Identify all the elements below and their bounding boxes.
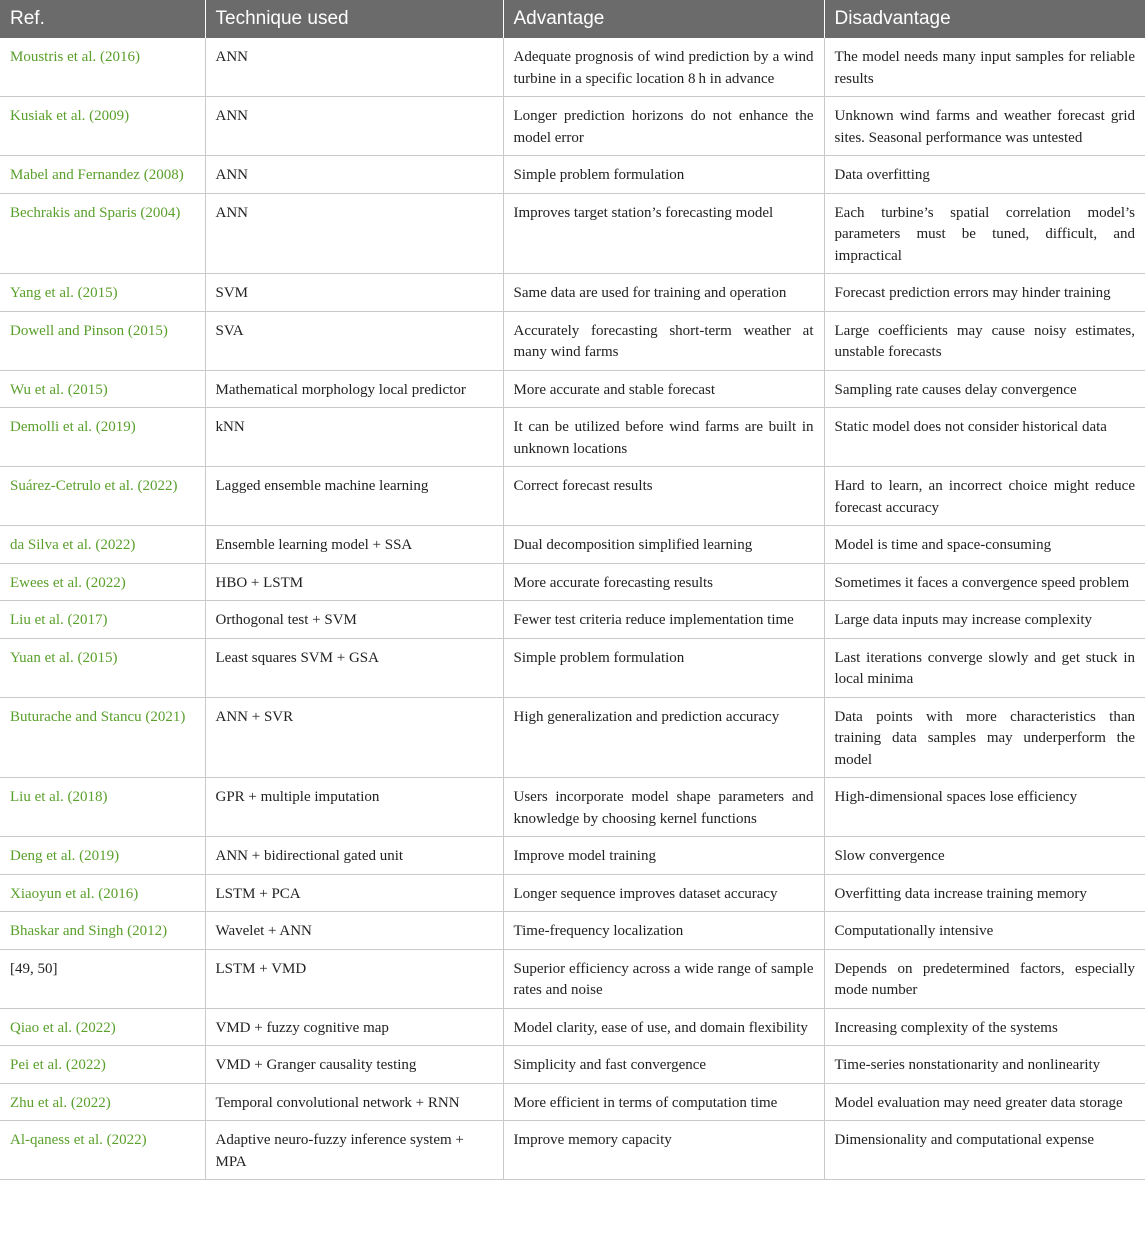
advantage-cell: Simple problem formulation xyxy=(503,638,824,697)
advantage-cell: Fewer test criteria reduce implementation time xyxy=(503,601,824,639)
technique-cell: SVA xyxy=(205,311,503,370)
table-row xyxy=(0,874,1145,912)
technique-cell: HBO + LSTM xyxy=(205,563,503,601)
disadvantage-cell: Each turbine’s spatial correlation model’s parameters must be tuned, difficult, and impractical xyxy=(824,193,1145,274)
table-row xyxy=(0,274,1145,312)
table-body xyxy=(0,38,1145,1180)
ref-cell[interactable]: Al-qaness et al. (2022) xyxy=(0,1121,205,1180)
technique-cell: ANN xyxy=(205,97,503,156)
disadvantage-cell: Depends on predetermined factors, especially mode number xyxy=(824,949,1145,1008)
technique-cell: kNN xyxy=(205,408,503,467)
header-row xyxy=(0,0,1145,38)
table-row xyxy=(0,193,1145,274)
ref-cell[interactable]: Yuan et al. (2015) xyxy=(0,638,205,697)
technique-cell: Mathematical morphology local predictor xyxy=(205,370,503,408)
advantage-cell: Longer sequence improves dataset accuracy xyxy=(503,874,824,912)
header-advantage: Advantage xyxy=(503,0,824,38)
advantage-cell: Dual decomposition simplified learning xyxy=(503,526,824,564)
ref-cell[interactable]: Ewees et al. (2022) xyxy=(0,563,205,601)
technique-cell: LSTM + PCA xyxy=(205,874,503,912)
ref-cell[interactable]: Pei et al. (2022) xyxy=(0,1046,205,1084)
technique-cell: Least squares SVM + GSA xyxy=(205,638,503,697)
table-row xyxy=(0,1008,1145,1046)
advantage-cell: More accurate and stable forecast xyxy=(503,370,824,408)
ref-cell[interactable]: Liu et al. (2017) xyxy=(0,601,205,639)
ref-cell[interactable]: Suárez-Cetrulo et al. (2022) xyxy=(0,467,205,526)
table-row xyxy=(0,526,1145,564)
advantage-cell: Correct forecast results xyxy=(503,467,824,526)
table-row xyxy=(0,1046,1145,1084)
disadvantage-cell: Model is time and space-consuming xyxy=(824,526,1145,564)
ref-cell[interactable]: Kusiak et al. (2009) xyxy=(0,97,205,156)
ref-cell[interactable]: Wu et al. (2015) xyxy=(0,370,205,408)
advantage-cell: Longer prediction horizons do not enhance the model error xyxy=(503,97,824,156)
advantage-cell: Users incorporate model shape parameters and knowledge by choosing kernel functions xyxy=(503,778,824,837)
disadvantage-cell: Model evaluation may need greater data storage xyxy=(824,1083,1145,1121)
advantage-cell: Model clarity, ease of use, and domain flexibility xyxy=(503,1008,824,1046)
technique-cell: VMD + fuzzy cognitive map xyxy=(205,1008,503,1046)
ref-cell[interactable]: Demolli et al. (2019) xyxy=(0,408,205,467)
technique-cell: Ensemble learning model + SSA xyxy=(205,526,503,564)
technique-cell: Adaptive neuro-fuzzy inference system + MPA xyxy=(205,1121,503,1180)
disadvantage-cell: High-dimensional spaces lose efficiency xyxy=(824,778,1145,837)
advantage-cell: Adequate prognosis of wind prediction by a wind turbine in a specific location 8 h in advance xyxy=(503,38,824,97)
table-row xyxy=(0,778,1145,837)
ref-cell[interactable]: Mabel and Fernandez (2008) xyxy=(0,156,205,194)
disadvantage-cell: Data overfitting xyxy=(824,156,1145,194)
advantage-cell: Superior efficiency across a wide range of sample rates and noise xyxy=(503,949,824,1008)
table-row xyxy=(0,563,1145,601)
table-row xyxy=(0,1121,1145,1180)
disadvantage-cell: Overfitting data increase training memory xyxy=(824,874,1145,912)
ref-cell[interactable]: Bechrakis and Sparis (2004) xyxy=(0,193,205,274)
disadvantage-cell: Dimensionality and computational expense xyxy=(824,1121,1145,1180)
technique-cell: GPR + multiple imputation xyxy=(205,778,503,837)
table-row xyxy=(0,601,1145,639)
table-row xyxy=(0,467,1145,526)
advantage-cell: Improve model training xyxy=(503,837,824,875)
table-header xyxy=(0,0,1145,38)
table-row xyxy=(0,949,1145,1008)
technique-cell: Lagged ensemble machine learning xyxy=(205,467,503,526)
table-row xyxy=(0,1083,1145,1121)
technique-cell: VMD + Granger causality testing xyxy=(205,1046,503,1084)
technique-cell: ANN xyxy=(205,38,503,97)
advantage-cell: Simple problem formulation xyxy=(503,156,824,194)
disadvantage-cell: Sampling rate causes delay convergence xyxy=(824,370,1145,408)
table-row xyxy=(0,408,1145,467)
header-technique: Technique used xyxy=(205,0,503,38)
ref-cell[interactable]: Dowell and Pinson (2015) xyxy=(0,311,205,370)
disadvantage-cell: Computationally intensive xyxy=(824,912,1145,950)
technique-cell: ANN xyxy=(205,156,503,194)
disadvantage-cell: Forecast prediction errors may hinder training xyxy=(824,274,1145,312)
ref-cell[interactable]: da Silva et al. (2022) xyxy=(0,526,205,564)
ref-cell: [49, 50] xyxy=(0,949,205,1008)
advantage-cell: High generalization and prediction accuracy xyxy=(503,697,824,778)
ref-cell[interactable]: Deng et al. (2019) xyxy=(0,837,205,875)
table-row xyxy=(0,38,1145,97)
disadvantage-cell: Large coefficients may cause noisy estimates, unstable forecasts xyxy=(824,311,1145,370)
table-row xyxy=(0,156,1145,194)
ref-cell[interactable]: Xiaoyun et al. (2016) xyxy=(0,874,205,912)
technique-cell: Wavelet + ANN xyxy=(205,912,503,950)
advantage-cell: More efficient in terms of computation time xyxy=(503,1083,824,1121)
disadvantage-cell: Sometimes it faces a convergence speed problem xyxy=(824,563,1145,601)
table-row xyxy=(0,311,1145,370)
technique-cell: LSTM + VMD xyxy=(205,949,503,1008)
ref-cell[interactable]: Liu et al. (2018) xyxy=(0,778,205,837)
ref-cell[interactable]: Yang et al. (2015) xyxy=(0,274,205,312)
disadvantage-cell: Unknown wind farms and weather forecast grid sites. Seasonal performance was untested xyxy=(824,97,1145,156)
table-row xyxy=(0,912,1145,950)
table-row xyxy=(0,370,1145,408)
advantage-cell: Improve memory capacity xyxy=(503,1121,824,1180)
technique-cell: ANN + bidirectional gated unit xyxy=(205,837,503,875)
header-ref: Ref. xyxy=(0,0,205,38)
technique-cell: ANN + SVR xyxy=(205,697,503,778)
table-row xyxy=(0,97,1145,156)
advantage-cell: It can be utilized before wind farms are built in unknown locations xyxy=(503,408,824,467)
ref-cell[interactable]: Bhaskar and Singh (2012) xyxy=(0,912,205,950)
disadvantage-cell: Increasing complexity of the systems xyxy=(824,1008,1145,1046)
ref-cell[interactable]: Qiao et al. (2022) xyxy=(0,1008,205,1046)
disadvantage-cell: Time-series nonstationarity and nonlinearity xyxy=(824,1046,1145,1084)
technique-cell: Orthogonal test + SVM xyxy=(205,601,503,639)
ref-cell[interactable]: Buturache and Stancu (2021) xyxy=(0,697,205,778)
disadvantage-cell: Hard to learn, an incorrect choice might reduce forecast accuracy xyxy=(824,467,1145,526)
advantage-cell: Accurately forecasting short-term weather at many wind farms xyxy=(503,311,824,370)
table-row xyxy=(0,837,1145,875)
ref-cell[interactable]: Zhu et al. (2022) xyxy=(0,1083,205,1121)
advantage-cell: Improves target station’s forecasting model xyxy=(503,193,824,274)
technique-cell: SVM xyxy=(205,274,503,312)
table-row xyxy=(0,638,1145,697)
table-row xyxy=(0,697,1145,778)
disadvantage-cell: Data points with more characteristics than training data samples may underperform the model xyxy=(824,697,1145,778)
advantage-cell: More accurate forecasting results xyxy=(503,563,824,601)
disadvantage-cell: Static model does not consider historical data xyxy=(824,408,1145,467)
disadvantage-cell: Slow convergence xyxy=(824,837,1145,875)
technique-cell: Temporal convolutional network + RNN xyxy=(205,1083,503,1121)
advantage-cell: Same data are used for training and operation xyxy=(503,274,824,312)
technique-cell: ANN xyxy=(205,193,503,274)
disadvantage-cell: The model needs many input samples for reliable results xyxy=(824,38,1145,97)
header-disadvantage: Disadvantage xyxy=(824,0,1145,38)
advantage-cell: Time-frequency localization xyxy=(503,912,824,950)
disadvantage-cell: Large data inputs may increase complexity xyxy=(824,601,1145,639)
advantage-cell: Simplicity and fast convergence xyxy=(503,1046,824,1084)
disadvantage-cell: Last iterations converge slowly and get stuck in local minima xyxy=(824,638,1145,697)
ref-cell[interactable]: Moustris et al. (2016) xyxy=(0,38,205,97)
